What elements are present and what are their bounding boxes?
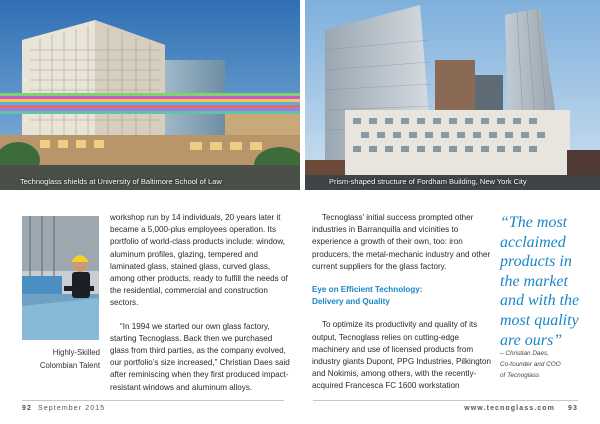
subheading-line-2: Delivery and Quality: [312, 297, 390, 307]
worker-caption-line-1: Highly-Skilled: [52, 348, 100, 357]
attribution-company: of Tecnoglass: [500, 372, 540, 379]
quote-attribution: [500, 348, 590, 381]
column-1-paragraph-2: “In 1994 we started our own glass factory, starting Tecnoglass. Back then we purchased glass from third parties, as the company evolved, our portfolio’s size increased,” Christian Daes said after reminiscing when they first produced impact-resistant windows and aluminum alloys.: [110, 321, 290, 392]
page-number-right: 93: [568, 405, 578, 412]
column-2-paragraph-2: To optimize its productivity and quality of its output, Tecnoglass relies on cutting-edge machinery and use of licensed products from industry giants Dupont, PPG Industries, Pilkington and Nokimis, among others, with the recently-acquired Francesca FC 1600 workstation: [312, 320, 492, 391]
page-number-left: 92: [22, 405, 32, 412]
worker-caption-line-2: Colombian Talent: [39, 361, 100, 370]
article-column-2: [312, 212, 492, 404]
footer-divider-left: [22, 400, 284, 401]
photo-caption-left: Technoglass shields at University of Baltimore School of Law: [20, 177, 222, 186]
photo-baltimore-law: [0, 0, 300, 190]
attribution-title: Co-founder and COO: [500, 361, 561, 368]
footer-divider-right: [313, 400, 578, 401]
article-column-1: [110, 212, 290, 405]
folio-right: [464, 405, 578, 412]
website-url[interactable]: www.tecnoglass.com: [464, 405, 555, 412]
folio-left: [22, 405, 105, 412]
section-subheading: [312, 284, 492, 308]
fordham-building-illustration: [305, 0, 600, 190]
issue-date: September 2015: [38, 405, 106, 412]
photo-caption-right: Prism-shaped structure of Fordham Building, New York City: [329, 177, 527, 186]
worker-caption: [22, 346, 100, 372]
worker-illustration: [22, 216, 99, 340]
photo-fordham-building: [305, 0, 600, 190]
attribution-name: – Christian Daes,: [500, 350, 550, 357]
column-1-paragraph-1: workshop run by 14 individuals, 20 years later it became a 5,000-plus employees operation. Its portfolio of world-class products include: window, aluminum profiles, glazing, tempered and laminated glass, stained glass, curved glass, among other products, ready to fulfill the needs of the residential, commercial and construction sectors.: [110, 213, 288, 308]
subheading-line-1: Eye on Efficient Technology:: [312, 285, 423, 295]
column-2-paragraph-1: Tecnoglass’ initial success prompted other industries in Barranquilla and vicinities to experience a growth of their own, too: iron producers, the metal-mechanic industry and other current suppliers for the glass factory.: [312, 213, 491, 271]
pull-quote: “The most acclaimed products in the market and with the most quality are ours”: [500, 214, 580, 349]
photo-glass-worker: [22, 216, 99, 340]
baltimore-building-illustration: [0, 0, 300, 190]
